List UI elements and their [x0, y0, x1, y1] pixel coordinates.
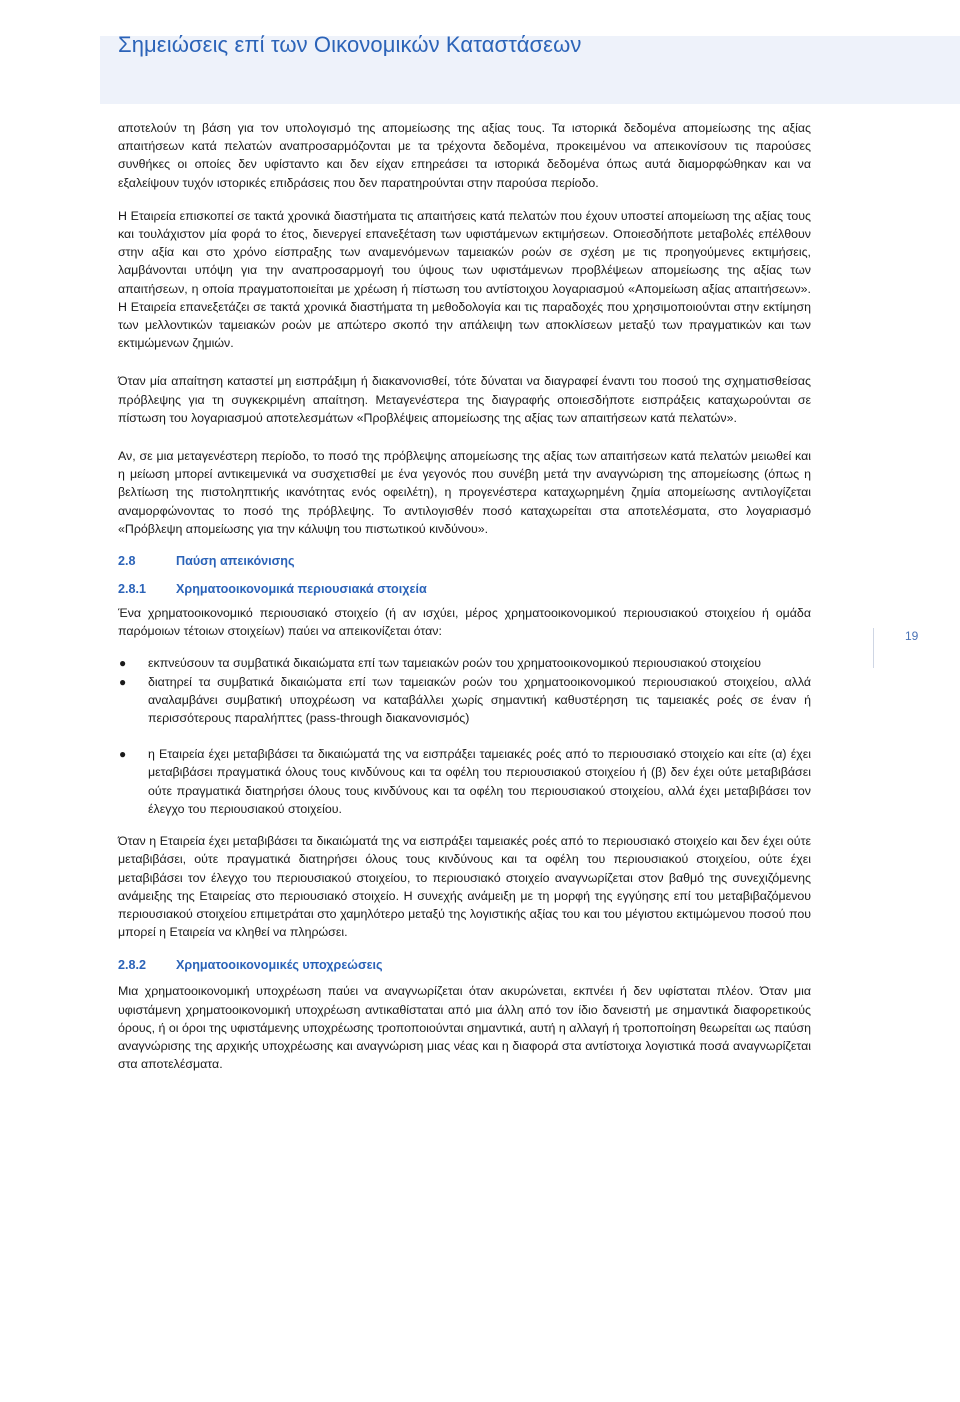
paragraph-write-off: Όταν μία απαίτηση καταστεί μη εισπράξιμη ή διακανονισθεί, τότε δύναται να διαγραφεί έναντι του ποσού της σχηματισθείσας πρόβλεψης για τη συγκεκριμένη απαίτηση. Μεταγενέστερα της διαγραφής οποιεσδήποτε εισπράξεις καταχωρούνται σε πίστωση του λογαριασμού αποτελεσμάτων «Προβλέψεις απομείωσης της αξίας των απαιτήσεων κατά πελατών».	[118, 374, 811, 425]
document-body	[118, 119, 811, 1073]
section-heading-2-8-1	[118, 580, 811, 598]
section-title: Χρηματοοικονομικές υποχρεώσεις	[176, 958, 383, 973]
section-title: Παύση απεικόνισης	[176, 554, 295, 569]
section-number: 2.8	[118, 554, 136, 569]
bullet-icon: ●	[119, 674, 127, 689]
paragraph-liabilities-derecognition: Μια χρηματοοικονομική υποχρέωση παύει να αναγνωρίζεται όταν ακυρώνεται, εκπνέει ή δεν υφίσταται πλέον. Όταν μια υφιστάμενη χρηματοοικονομική υποχρέωση αντικαθίσταται από μια άλλη από τον ίδιο δανειστή με σημαντικά διαφορετικούς όρους, ή οι όροι της υφιστάμενης υποχρέωσης τροποποιούνται σημαντικά, αυτή η αλλαγή ή τροποποίηση θεωρείται ως παύση αναγνώρισης της αρχικής υποχρέωσης και αναγνώριση μιας νέας και η διαφορά στα αντίστοιχα λογιστικά ποσά αναγνωρίζεται στα αποτελέσματα.	[118, 984, 811, 1072]
list-item	[118, 673, 811, 728]
list-item-text: διατηρεί τα συμβατικά δικαιώματα επί των ταμειακών ροών του χρηματοοικονομικού περιουσιακού στοιχείου, αλλά αναλαμβάνει συμβατική υποχρέωση να καταβάλλει χωρίς σημαντική καθυστέρηση τις ταμειακές ροές σε έναν ή περισσότερους παραλήπτες (pass-through διακανονισμός)	[148, 674, 811, 726]
paragraph-reversal: Αν, σε μια μεταγενέστερη περίοδο, το ποσό της πρόβλεψης απομείωσης της αξίας των απαιτήσεων κατά πελατών μειωθεί και η μείωση μπορεί αντικειμενικά να συσχετισθεί με ένα γεγονός που συνέβη μετά την αναγνώριση της απομείωσης (όπως η βελτίωση της πιστοληπτικής ικανότητας ενός οφειλέτη), η προγενέστερα καταχωρημένη ζημία απομείωσης αντιλογίζεται αναμορφώνοντας το ποσό της πρόβλεψης. Το αντιλογισθέν ποσό καταχωρείται στα αποτελέσματα, στο λογαριασμό «Πρόβλεψη απομείωσης για την κάλυψη του πιστωτικού κινδύνου».	[118, 449, 811, 536]
derecognition-conditions-list	[118, 654, 811, 818]
list-item-text: η Εταιρεία έχει μεταβιβάσει τα δικαιώματά της να εισπράξει ταμειακές ροές από το περιουσιακό στοιχείο και είτε (α) έχει μεταβιβάσει πραγματικά όλους τους κινδύνους και τα οφέλη του περιουσιακού στοιχείου ή (β) δεν έχει ούτε μεταβιβάσει ούτε πραγματικά διατηρήσει όλους τους κινδύνους και τα οφέλη του περιουσιακού στοιχείου, αλλά έχει μεταβιβάσει τον έλεγχο του περιουσιακού στοιχείου.	[148, 747, 811, 816]
section-number: 2.8.1	[118, 582, 147, 597]
list-item	[118, 745, 811, 818]
page-number-divider	[873, 628, 874, 668]
list-item	[118, 654, 811, 672]
section-number: 2.8.2	[118, 958, 147, 973]
list-item-text: εκπνεύσουν τα συμβατικά δικαιώματα επί των ταμειακών ροών του χρηματοοικονομικού περιουσιακού στοιχείου	[148, 656, 762, 671]
page-title: Σημειώσεις επί των Οικονομικών Καταστάσεων	[118, 32, 582, 57]
section-title: Χρηματοοικονομικά περιουσιακά στοιχεία	[176, 582, 427, 597]
paragraph-derecognition-intro: Ένα χρηματοοικονομικό περιουσιακό στοιχείο (ή αν ισχύει, μέρος χρηματοοικονομικού περιουσιακού στοιχείου ή ομάδα παρόμοιων τέτοιων στοιχείων) παύει να απεικονίζεται όταν:	[118, 606, 811, 639]
paragraph-impairment-review: Η Εταιρεία επισκοπεί σε τακτά χρονικά διαστήματα τις απαιτήσεις κατά πελατών που έχουν υποστεί απομείωση της αξίας τους και τουλάχιστον μία φορά το έτος, διενεργεί επανεξέταση των υφιστάμενων εκτιμήσεων. Οποιεσδήποτε μεταβολές επέλθουν στην αξία και στο χρόνο είσπραξης των αναμενόμενων ταμειακών ροών σε σχέση με τις προηγούμενες εκτιμήσεις, λαμβάνονται υπόψη για την αναπροσαρμογή του ύψους των υφιστάμενων προβλέψεων απομείωσης της αξίας των απαιτήσεων, η οποία πραγματοποιείται με χρέωση ή πίστωση του αντίστοιχου λογαριασμού «Απομείωση αξίας απαιτήσεων». Η Εταιρεία επανεξετάζει σε τακτά χρονικά διαστήματα τη μεθοδολογία και τις παραδοχές που χρησιμοποιούνται στην εκτίμηση των μελλοντικών ταμειακών ροών με απώτερο σκοπό την απάλειψη των αποκλίσεων μεταξύ των πραγματικών και των εκτιμώμενων ζημιών.	[118, 208, 811, 351]
page-number: 19	[905, 629, 919, 643]
section-heading-2-8-2	[118, 956, 811, 974]
section-heading-2-8	[118, 552, 811, 570]
paragraph-continuing-involvement: Όταν η Εταιρεία έχει μεταβιβάσει τα δικαιώματά της να εισπράξει ταμειακές ροές από το περιουσιακό στοιχείο και δεν έχει ούτε μεταβιβάσει, ούτε πραγματικά διατηρήσει όλους τους κινδύνους και τα οφέλη του περιουσιακού στοιχείου, ούτε έχει μεταβιβάσει τον έλεγχο του περιουσιακού στοιχείου, το περιουσιακό στοιχείο αναγνωρίζεται στον βαθμό της συνεχιζόμενης ανάμειξης της Εταιρείας στο περιουσιακό στοιχείο. Η συνεχής ανάμειξη με τη μορφή της εγγύησης επί του μεταβιβαζόμενου περιουσιακού στοιχείου επιμετράται στο χαμηλότερο μεταξύ της λογιστικής αξίας του και του μέγιστου εκτιμώμενου ποσού που μπορεί η Εταιρεία να κληθεί να πληρώσει.	[118, 834, 811, 940]
bullet-icon: ●	[119, 747, 127, 762]
paragraph-impairment-history: αποτελούν τη βάση για τον υπολογισμό της απομείωσης της αξίας τους. Τα ιστορικά δεδομένα απομείωσης της αξίας απαιτήσεων κατά πελατών αναπροσαρμόζονται με τα τρέχοντα δεδομένα, προκειμένου να απεικονίσουν τις παρούσες συνθήκες οι οποίες δεν υφίσταντο και δεν είχαν επηρεάσει τα ιστορικά δεδομένα όπως αυτά διαμορφώθηκαν και να εξαλείψουν τυχόν ιστορικές επιδράσεις που δεν παρατηρούνται στην παρούσα περίοδο.	[118, 121, 811, 190]
bullet-icon: ●	[119, 656, 127, 671]
